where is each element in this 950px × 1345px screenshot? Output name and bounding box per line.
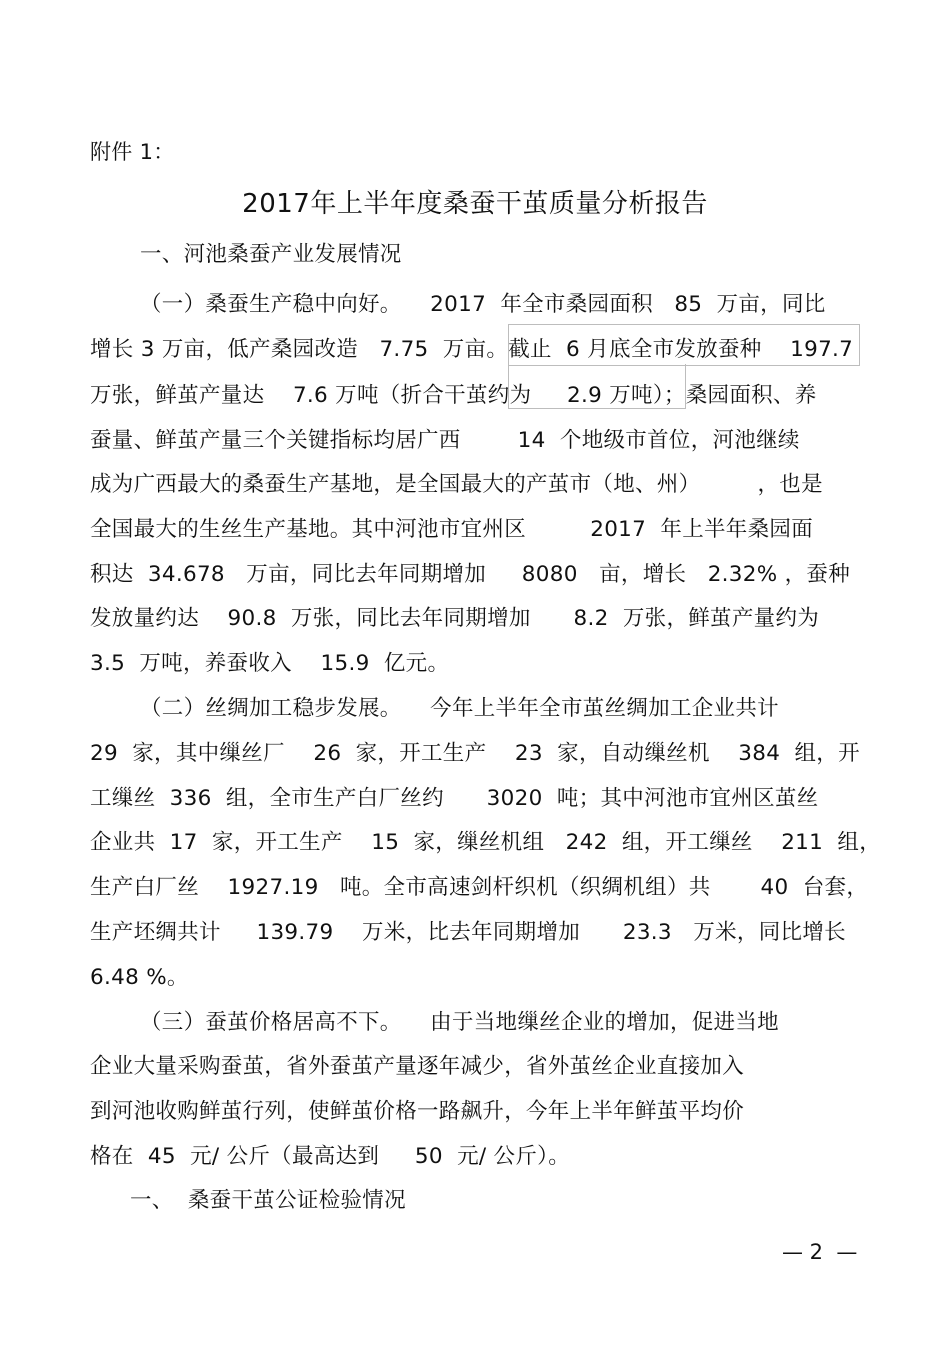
paragraph-1-line-1: （一）桑蚕生产稳中向好。 2017 年全市桑园面积 85 万亩，同比: [140, 292, 826, 317]
paragraph-1-line-7: 积达 34.678 万亩，同比去年同期增加 8080 亩，增长 2.32% ，蚕种: [90, 562, 851, 587]
paragraph-2-line-6: 生产坯绸共计 139.79 万米，比去年同期增加 23.3 万米，同比增长: [90, 920, 846, 945]
page-number: — 2 —: [782, 1240, 858, 1264]
section-heading-1: 一、河池桑蚕产业发展情况: [140, 242, 402, 267]
paragraph-1-line-6: 全国最大的生丝生产基地。其中河池市宜州区 2017 年上半年桑园面: [90, 517, 813, 542]
paragraph-1-line-8: 发放量约达 90.8 万张，同比去年同期增加 8.2 万张，鲜茧产量约为: [90, 606, 820, 631]
attachment-label: 附件 1：: [90, 140, 175, 164]
paragraph-2-line-1: （二）丝绸加工稳步发展。 今年上半年全市茧丝绸加工企业共计: [140, 696, 779, 721]
paragraph-1-line-5: 成为广西最大的桑蚕生产基地，是全国最大的产茧市（地、州） ，也是: [90, 472, 823, 497]
paragraph-3-line-3: 到河池收购鲜茧行列，使鲜茧价格一路飙升，今年上半年鲜茧平均价: [90, 1099, 745, 1124]
paragraph-3-line-2: 企业大量采购蚕茧，省外蚕茧产量逐年减少，省外茧丝企业直接加入: [90, 1054, 745, 1079]
paragraph-3-line-4: 格在 45 元/ 公斤（最高达到 50 元/ 公斤）。: [90, 1144, 570, 1169]
section-heading-2: 一、 桑蚕干茧公证检验情况: [130, 1188, 406, 1213]
paragraph-2-line-3: 工缫丝 336 组，全市生产白厂丝约 3020 吨；其中河池市宜州区茧丝: [90, 786, 819, 811]
paragraph-1-line-9: 3.5 万吨，养蚕收入 15.9 亿元。: [90, 651, 450, 676]
paragraph-2-line-7: 6.48 %。: [90, 965, 189, 990]
paragraph-3-line-1: （三）蚕茧价格居高不下。 由于当地缫丝企业的增加，促进当地: [140, 1010, 779, 1035]
paragraph-2-line-4: 企业共 17 家，开工生产 15 家，缫丝机组 242 组，开工缫丝 211 组，: [90, 830, 882, 855]
paragraph-2-line-5: 生产白厂丝 1927.19 吨。全市高速剑杆织机（织绸机组）共 40 台套，: [90, 875, 869, 900]
paragraph-1-line-2: 增长 3 万亩，低产桑园改造 7.75 万亩。截止 6 月底全市发放蚕种 197.7: [90, 337, 854, 362]
paragraph-1-line-3: 万张，鲜茧产量达 7.6 万吨（折合干茧约为 2.9 万吨）；桑园面积、养: [90, 383, 817, 408]
document-title: 2017年上半年度桑蚕干茧质量分析报告: [242, 189, 708, 219]
paragraph-2-line-2: 29 家，其中缫丝厂 26 家，开工生产 23 家，自动缫丝机 384 组，开: [90, 741, 860, 766]
paragraph-1-line-4: 蚕量、鲜茧产量三个关键指标均居广西 14 个地级市首位，河池继续: [90, 428, 800, 453]
